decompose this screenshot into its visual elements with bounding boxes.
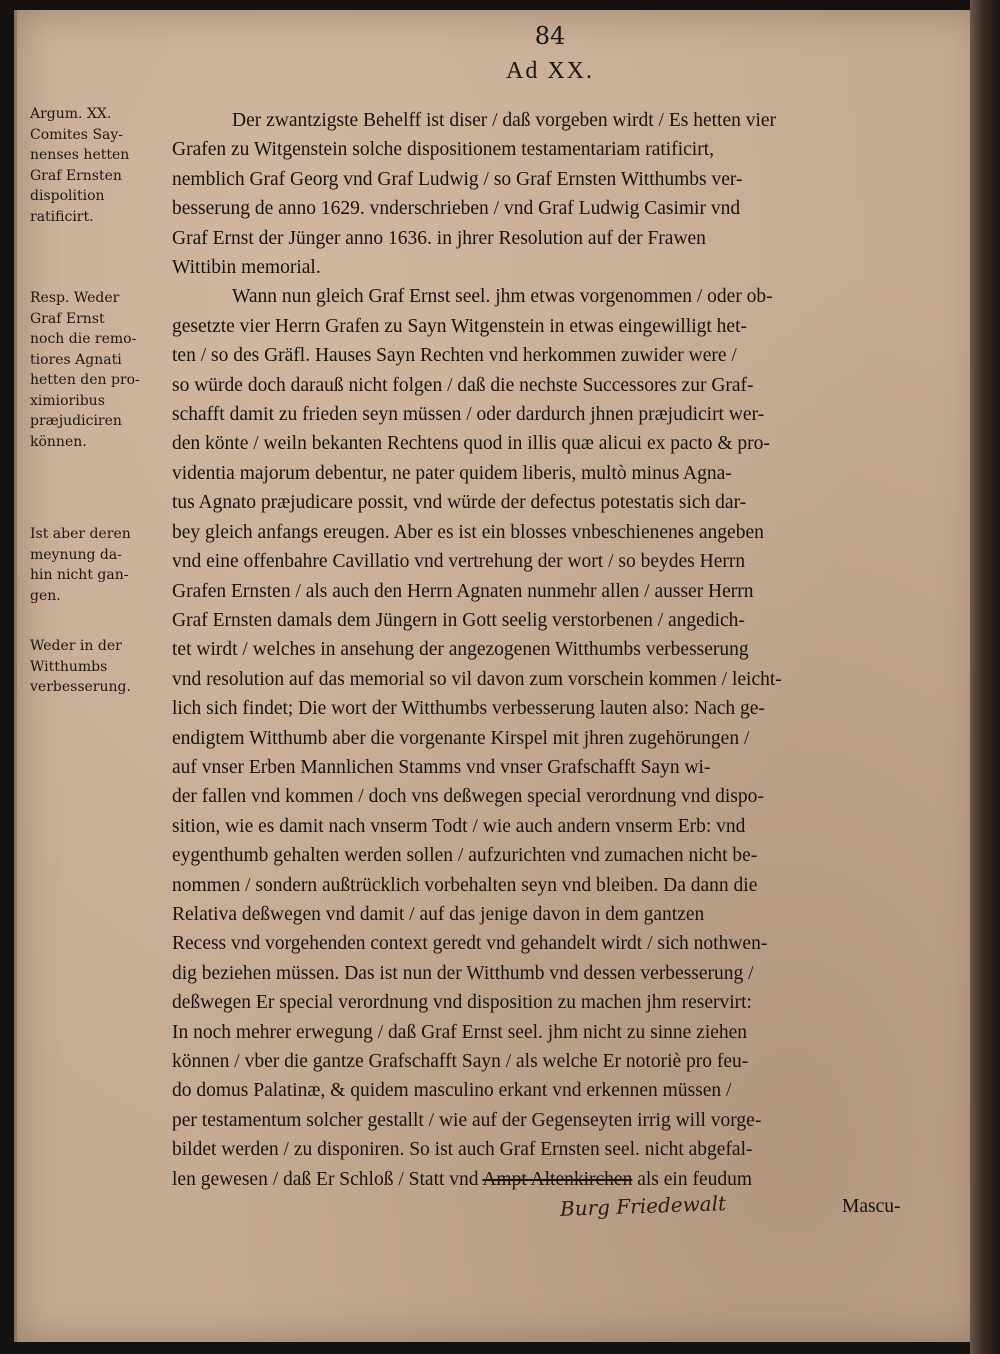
handwritten-insertion: Burg Friedewalt bbox=[559, 1191, 727, 1221]
text-line: gesetzte vier Herrn Grafen zu Sayn Witgenstein in etwas eingewilligt het- bbox=[172, 315, 747, 337]
last-line-start: len gewesen / daß Er Schloß / Statt vnd bbox=[172, 1168, 483, 1190]
margin-note: Argum. XX. Comites Say- nenses hetten Graf Ernsten dispolition ratificirt. bbox=[30, 106, 130, 225]
body-text bbox=[172, 106, 962, 1194]
text-line: endigtem Witthumb aber die vorgenante Kirspel mit jhren zugehörungen / bbox=[172, 727, 750, 749]
text-line: Grafen zu Witgenstein solche dispositionem testamentariam ratificirt, bbox=[172, 139, 714, 161]
text-line-last bbox=[172, 1165, 962, 1194]
text-line: auf vnser Erben Mannlichen Stamms vnd vnser Grafschafft Sayn wi- bbox=[172, 756, 711, 778]
text-line: Recess vnd vorgehenden context geredt vnd gehandelt wirdt / sich nothwen- bbox=[172, 933, 768, 955]
text-line: nommen / sondern außtrücklich vorbehalten seyn vnd bleiben. Da dann die bbox=[172, 874, 758, 896]
section-heading: Ad XX. bbox=[506, 58, 594, 84]
text-line: In noch mehrer erwegung / daß Graf Ernst seel. jhm nicht zu sinne ziehen bbox=[172, 1021, 748, 1043]
text-line: schafft damit zu frieden seyn müssen / oder dardurch jhnen præjudicirt wer- bbox=[172, 404, 765, 426]
text-line: deßwegen Er special verordnung vnd disposition zu machen jhm reservirt: bbox=[172, 992, 752, 1014]
text-line: bildet werden / zu disponiren. So ist auch Graf Ernsten seel. nicht abgefal- bbox=[172, 1139, 753, 1161]
struck-text: Ampt Altenkirchen bbox=[482, 1168, 633, 1190]
text-line: vnd eine offenbahre Cavillatio vnd vertrehung der wort / so beydes Herrn bbox=[172, 551, 746, 573]
text-line: bey gleich anfangs ereugen. Aber es ist ein blosses vnbeschienenes angeben bbox=[172, 521, 764, 543]
page-edge bbox=[970, 0, 1000, 1354]
text-line: so würde doch darauß nicht folgen / daß die nechste Successores zur Graf- bbox=[172, 374, 754, 396]
text-line: tus Agnato præjudicare possit, vnd würde der defectus potestatis sich dar- bbox=[172, 492, 747, 514]
text-line: können / vber die gantze Grafschafft Sayn / als welche Er notoriè pro feu- bbox=[172, 1051, 749, 1072]
text-line: Der zwantzigste Behelff ist diser / daß vorgeben wirdt / Es hetten vier bbox=[232, 110, 777, 131]
text-line: nemblich Graf Georg vnd Graf Ludwig / so Graf Ernsten Witthumbs ver- bbox=[172, 168, 743, 190]
text-line: do domus Palatinæ, & quidem masculino erkant vnd erkennen müssen / bbox=[172, 1080, 732, 1102]
text-line: tet wirdt / welches in ansehung der angezogenen Witthumbs verbesserung bbox=[172, 639, 749, 661]
text-line: Wittibin memorial. bbox=[172, 257, 321, 279]
text-line: Grafen Ernsten / als auch den Herrn Agnaten nunmehr allen / ausser Herrn bbox=[172, 580, 754, 602]
text-line: der fallen vnd kommen / doch vns deßwegen special verordnung vnd dispo- bbox=[172, 786, 764, 808]
text-line: Graf Ernsten damals dem Jüngern in Gott seelig verstorbenen / angedich- bbox=[172, 609, 745, 631]
text-line: per testamentum solcher gestallt / wie auf der Gegenseyten irrig will vorge- bbox=[172, 1109, 762, 1131]
text-line: dig beziehen müssen. Das ist nun der Witthumb vnd dessen verbesserung / bbox=[172, 962, 754, 984]
page-number: 84 bbox=[534, 22, 566, 50]
margin-note: Resp. Weder Graf Ernst noch die remo- tiores Agnati hetten den pro- ximioribus præjudiciren können. bbox=[30, 290, 140, 450]
text-line: ten / so des Gräfl. Hauses Sayn Rechten vnd herkommen zuwider were / bbox=[172, 345, 737, 367]
text-line: lich sich findet; Die wort der Witthumbs verbesserung lauten also: Nach ge- bbox=[172, 698, 765, 720]
margin-note: Ist aber deren meynung da- hin nicht gan- gen. bbox=[30, 526, 131, 604]
last-line-end: als ein feudum bbox=[632, 1168, 753, 1190]
text-line: sition, wie es damit nach vnserm Todt / wie auch andern vnserm Erb: vnd bbox=[172, 815, 746, 837]
text-line: videntia majorum debentur, ne pater quidem liberis, multò minus Agna- bbox=[172, 462, 732, 484]
text-line: Graf Ernst der Jünger anno 1636. in jhrer Resolution auf der Frawen bbox=[172, 227, 706, 249]
text-line: besserung de anno 1629. vnderschrieben / vnd Graf Ludwig Casimir vnd bbox=[172, 198, 741, 220]
catchword: Mascu- bbox=[842, 1196, 901, 1217]
text-line: den könte / weiln bekanten Rechtens quod in illis quæ alicui ex pacto & pro- bbox=[172, 433, 770, 455]
text-line: eygenthumb gehalten werden sollen / aufzurichten vnd zumachen nicht be- bbox=[172, 845, 758, 867]
margin-note: Weder in der Witthumbs verbesserung. bbox=[30, 638, 131, 695]
text-line: Relativa deßwegen vnd damit / auf das jenige davon in dem gantzen bbox=[172, 903, 705, 925]
text-line: Wann nun gleich Graf Ernst seel. jhm etwas vorgenommen / oder ob- bbox=[232, 286, 773, 308]
text-line: vnd resolution auf das memorial so vil davon zum vorschein kommen / leicht- bbox=[172, 668, 782, 690]
